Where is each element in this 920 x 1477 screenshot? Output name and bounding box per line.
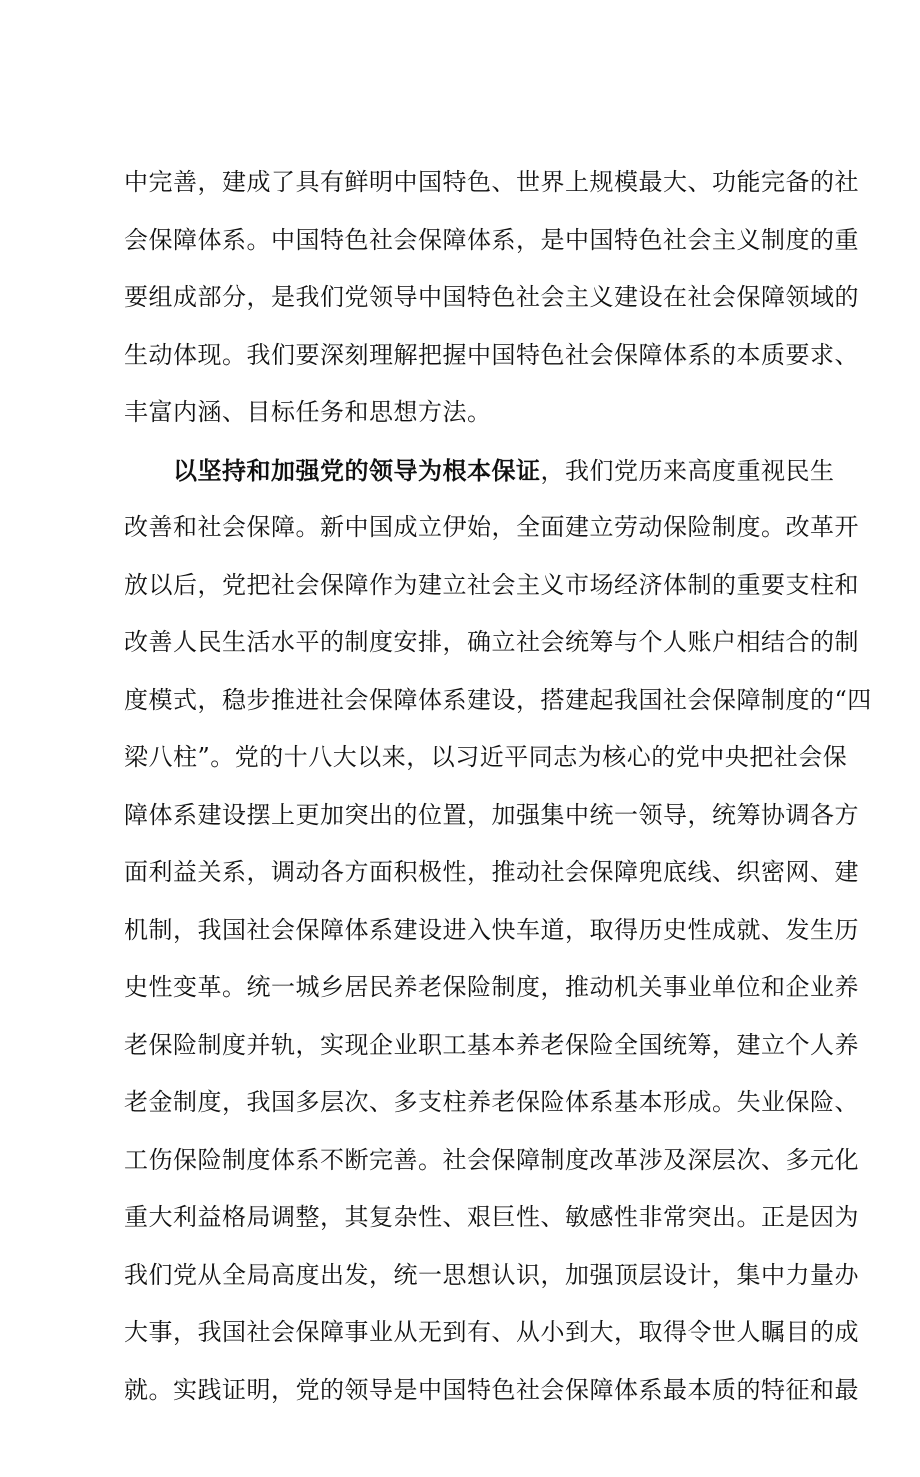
text-line: 就。实践证明，党的领导是中国特色社会保障体系最本质的特征和最 xyxy=(124,1375,859,1404)
section-heading: 以坚持和加强党的领导为根本保证 xyxy=(173,455,541,485)
text-line: 工伤保险制度体系不断完善。社会保障制度改革涉及深层次、多元化 xyxy=(124,1145,859,1174)
text-line: 大事，我国社会保障事业从无到有、从小到大，取得令世人瞩目的成 xyxy=(124,1318,859,1346)
text-line: 我们党从全局高度出发，统一思想认识，加强顶层设计，集中力量办 xyxy=(124,1260,859,1289)
paragraph-2 xyxy=(124,442,872,1477)
body-text xyxy=(124,154,872,1477)
text-line: 改善人民生活水平的制度安排，确立社会统筹与个人账户相结合的制 xyxy=(124,628,859,656)
text-line: 机制，我国社会保障体系建设进入快车道，取得历史性成就、发生历 xyxy=(124,915,859,944)
text-fragment: ，我们党历来高度重视民生 xyxy=(540,456,835,485)
paragraph-2-first-line xyxy=(124,442,835,500)
text-line xyxy=(124,1419,828,1477)
text-line: 放以后，党把社会保障作为建立社会主义市场经济体制的重要支柱和 xyxy=(124,570,859,599)
text-line: 老保险制度并轨，实现企业职工基本养老保险全国统筹，建立个人养 xyxy=(124,1030,859,1059)
text-line: 史性变革。统一城乡居民养老保险制度，推动机关事业单位和企业养 xyxy=(124,973,859,1001)
text-line: 丰富内涵、目标任务和思想方法。 xyxy=(124,398,492,426)
text-line: 老金制度，我国多层次、多支柱养老保险体系基本形成。失业保险、 xyxy=(124,1088,859,1116)
text-line: 要组成部分，是我们党领导中国特色社会主义建设在社会保障领域的 xyxy=(124,283,859,311)
paragraph-1 xyxy=(124,154,859,442)
text-line: 改善和社会保障。新中国成立伊始，全面建立劳动保险制度。改革开 xyxy=(124,513,859,541)
text-line: 重大利益格局调整，其复杂性、艰巨性、敏感性非常突出。正是因为 xyxy=(124,1203,859,1231)
text-line: 障体系建设摆上更加突出的位置，加强集中统一领导，统筹协调各方 xyxy=(124,800,859,829)
text-line: 梁八柱”。党的十八大以来，以习近平同志为核心的党中央把社会保 xyxy=(124,743,848,771)
text-line: 生动体现。我们要深刻理解把握中国特色社会保障体系的本质要求、 xyxy=(124,340,859,369)
text-line: 会保障体系。中国特色社会保障体系，是中国特色社会主义制度的重 xyxy=(124,225,859,254)
text-line: 中完善，建成了具有鲜明中国特色、世界上规模最大、功能完备的社 xyxy=(124,168,859,196)
text-line: 度模式，稳步推进社会保障体系建设，搭建起我国社会保障制度的“四 xyxy=(124,685,872,714)
text-line: 面利益关系，调动各方面积极性，推动社会保障兜底线、织密网、建 xyxy=(124,858,859,886)
